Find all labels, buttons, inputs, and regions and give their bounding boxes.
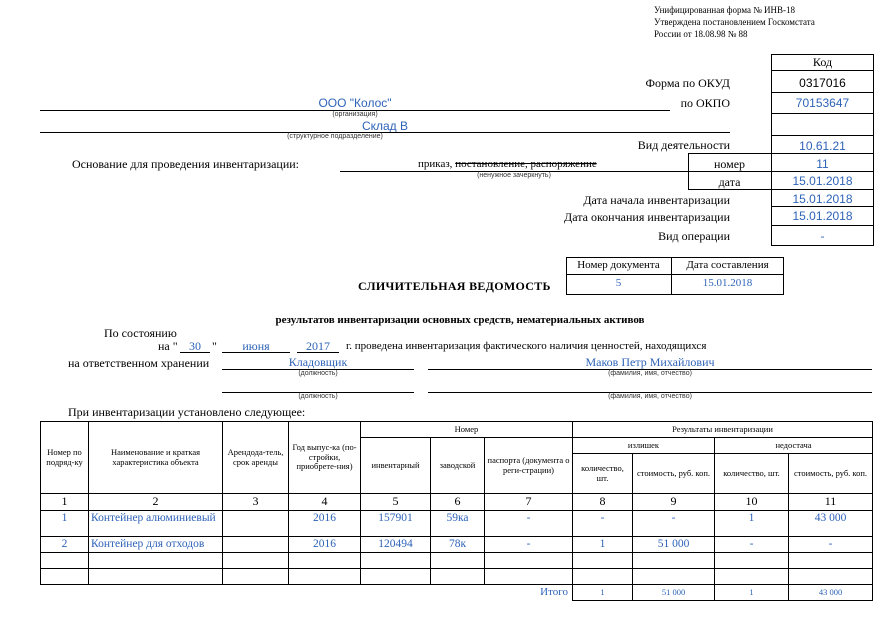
state-month: июня (242, 339, 270, 353)
number-value: 11 (816, 157, 829, 171)
th-results: Результаты инвентаризации (573, 422, 873, 438)
th-cost-shortage: стоимость, руб. коп. (789, 454, 873, 494)
totals-row (41, 585, 873, 601)
okud-label: Форма по ОКУД (645, 76, 730, 90)
col-number: 11 (789, 494, 873, 511)
total-cost-shortage: 43 000 (789, 585, 873, 601)
start-label: Дата начала инвентаризации (583, 193, 730, 207)
col-number: 4 (289, 494, 361, 511)
row-cost-shortage: 43 000 (789, 510, 873, 536)
okpo-label: по ОКПО (680, 96, 730, 110)
okpo-value: 70153647 (795, 96, 850, 110)
operation-value: - (820, 229, 825, 243)
col-numbers-row (41, 494, 873, 511)
row-passport: - (485, 510, 573, 536)
row-num: 2 (41, 536, 89, 552)
cap-person: (фамилия, имя, отчество) (608, 370, 692, 377)
th-qty-surplus: количество, шт. (573, 454, 633, 494)
row-year: 2016 (289, 510, 361, 536)
state-rest: г. проведена инвентаризация фактического наличия ценностей, находящихся (346, 340, 707, 352)
activity-value: 10.61.21 (799, 139, 846, 153)
th-lease: Арендода-тель, срок аренды (223, 422, 289, 494)
th-shortage: недостача (715, 438, 873, 454)
col-number: 1 (41, 494, 89, 511)
row-factory: 59ка (431, 510, 485, 536)
cap-position: (должность) (298, 370, 338, 377)
kod-header: Код (771, 54, 874, 71)
table-row (41, 510, 873, 536)
th-cost-surplus: стоимость, руб. коп. (633, 454, 715, 494)
total-qty-shortage: 1 (715, 585, 789, 601)
division-caption: (структурное подразделение) (287, 133, 383, 140)
basis-value (418, 158, 597, 170)
table-row (41, 536, 873, 552)
date-value: 15.01.2018 (792, 174, 853, 188)
form-line-1: Унифицированная форма № ИНВ-18 (654, 5, 796, 15)
row-name: Контейнер алюминиевый (89, 510, 223, 536)
custody-label: на ответственном хранении (68, 356, 210, 370)
row-year: 2016 (289, 536, 361, 552)
th-inv: инвентарный (361, 438, 431, 494)
row-factory: 78к (431, 536, 485, 552)
established-label: При инвентаризации установлено следующее: (68, 405, 306, 419)
row-lease (223, 536, 289, 552)
state-quote: " (212, 339, 217, 353)
end-label: Дата окончания инвентаризации (564, 210, 730, 224)
row-qty-shortage: 1 (715, 510, 789, 536)
okud-value: 0317016 (799, 76, 846, 90)
end-value: 15.01.2018 (792, 209, 853, 223)
activity-label: Вид деятельности (637, 138, 730, 152)
doc-num-header: Номер документа (577, 259, 660, 271)
doc-num-value: 5 (615, 277, 622, 289)
basis-plain: приказ, (418, 158, 456, 170)
doc-date-header: Дата составления (686, 259, 769, 271)
col-number: 7 (485, 494, 573, 511)
col-number: 9 (633, 494, 715, 511)
total-label: Итого (41, 585, 573, 601)
state-on: на " (158, 339, 178, 353)
col-number: 2 (89, 494, 223, 511)
inventory-table (40, 421, 873, 601)
cap-position-2: (должность) (298, 393, 338, 400)
basis-struck: постановление, распоряжение (455, 158, 597, 170)
doc-subtitle: результатов инвентаризации основных средств, нематериальных активов (275, 314, 645, 326)
number-label: номер (713, 157, 746, 171)
date-label: дата (718, 175, 741, 189)
row-cost-surplus: 51 000 (633, 536, 715, 552)
doc-date-value: 15.01.2018 (702, 277, 753, 289)
row-cost-surplus: - (633, 510, 715, 536)
basis-label: Основание для проведения инвентаризации: (72, 157, 300, 171)
form-header (654, 4, 815, 40)
basis-caption: (ненужное зачеркнуть) (477, 172, 551, 179)
table-row-empty (41, 569, 873, 585)
start-value: 15.01.2018 (792, 192, 853, 206)
th-year: Год выпус-ка (по-стройки, приобрете-ния) (289, 422, 361, 494)
form-line-3: России от 18.08.98 № 88 (654, 29, 748, 39)
row-inv: 120494 (361, 536, 431, 552)
row-cost-shortage: - (789, 536, 873, 552)
th-surplus: излишек (573, 438, 715, 454)
row-qty-shortage: - (715, 536, 789, 552)
th-number: Номер (361, 422, 573, 438)
row-lease (223, 510, 289, 536)
total-cost-surplus: 51 000 (633, 585, 715, 601)
total-qty-surplus: 1 (573, 585, 633, 601)
row-name: Контейнер для отходов (89, 536, 223, 552)
operation-label: Вид операции (658, 229, 730, 243)
state-day: 30 (189, 339, 201, 353)
doc-title: СЛИЧИТЕЛЬНАЯ ВЕДОМОСТЬ (358, 279, 551, 293)
th-passport: паспорта (документа о реги-страции) (485, 438, 573, 494)
custody-position: Кладовщик (288, 355, 348, 369)
state-label1: По состоянию (104, 326, 177, 340)
col-number: 10 (715, 494, 789, 511)
col-number: 8 (573, 494, 633, 511)
th-qty-shortage: количество, шт. (715, 454, 789, 494)
col-number: 3 (223, 494, 289, 511)
org-name: ООО "Колос" (318, 96, 392, 110)
table-row-empty (41, 553, 873, 569)
form-line-2: Утверждена постановлением Госкомстата (654, 17, 815, 27)
org-caption: (организация) (332, 111, 378, 118)
row-qty-surplus: 1 (573, 536, 633, 552)
th-name: Наименование и краткая характеристика объекта (89, 422, 223, 494)
cap-person-2: (фамилия, имя, отчество) (608, 393, 692, 400)
custody-person: Маков Петр Михайлович (585, 355, 715, 369)
col-number: 6 (431, 494, 485, 511)
row-passport: - (485, 536, 573, 552)
row-num: 1 (41, 510, 89, 536)
th-factory: заводской (431, 438, 485, 494)
col-number: 5 (361, 494, 431, 511)
th-num: Номер по подряд-ку (41, 422, 89, 494)
division-name: Склад В (361, 119, 409, 133)
row-inv: 157901 (361, 510, 431, 536)
row-qty-surplus: - (573, 510, 633, 536)
state-year: 2017 (306, 339, 330, 353)
